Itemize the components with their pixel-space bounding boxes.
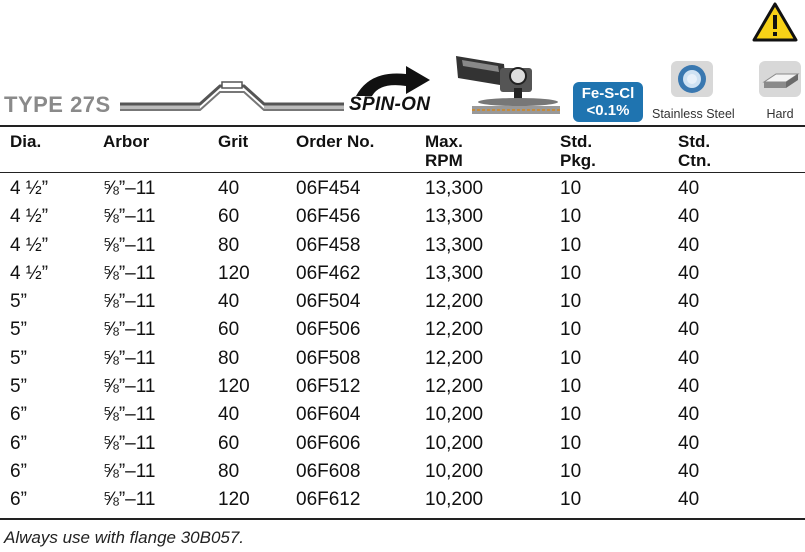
cell-dia: 6” [10,404,27,426]
cell-grit: 60 [218,319,240,341]
table-header-rule [0,172,805,173]
cell-grit: 60 [218,206,240,228]
table-row [0,374,805,402]
cell-pkg: 10 [560,178,582,199]
cell-ctn: 40 [678,347,700,369]
cell-pkg: 10 [560,234,582,256]
cell-arbor: ⅝”–11 [103,347,156,369]
warning-triangle-icon [752,2,798,42]
cell-arbor: ⅝”–11 [103,404,156,426]
cell-order: 06F506 [296,319,361,341]
cell-dia: 5” [10,376,27,398]
column-header-ctn: Std. Ctn. [678,132,712,170]
cell-ctn: 40 [678,404,700,426]
cell-dia: 6” [10,432,27,454]
cell-grit: 120 [218,489,250,511]
cell-pkg: 10 [560,404,582,426]
cell-rpm: 10,200 [425,489,484,511]
column-header-rpm: Max. RPM [425,132,463,170]
cell-order: 06F606 [296,432,361,454]
spin-on-label: SPIN-ON [349,94,431,115]
cell-dia: 6” [10,489,27,511]
cell-pkg: 10 [560,376,582,398]
cell-ctn: 40 [678,178,700,199]
type-label: TYPE 27S [4,92,111,117]
cell-rpm: 12,200 [425,347,484,369]
cell-rpm: 13,300 [425,262,484,284]
cell-rpm: 13,300 [425,178,484,199]
cell-pkg: 10 [560,489,582,511]
cell-rpm: 10,200 [425,460,484,482]
cell-pkg: 10 [560,206,582,228]
cell-rpm: 10,200 [425,432,484,454]
angle-grinder-icon [448,52,564,120]
cell-arbor: ⅝”–11 [103,432,156,454]
stainless-steel-material [652,60,735,121]
cell-order: 06F458 [296,234,361,256]
cell-ctn: 40 [678,234,700,256]
hard-material [752,60,805,121]
cell-rpm: 12,200 [425,291,484,313]
table-row [0,204,805,232]
cell-grit: 80 [218,460,240,482]
cell-pkg: 10 [560,460,582,482]
table-row [0,233,805,261]
column-header-arbor: Arbor [103,132,150,151]
fe-badge-line1: Fe-S-Cl [581,85,635,102]
cell-order: 06F612 [296,489,361,511]
stainless-steel-label: Stainless Steel [652,107,735,121]
cell-ctn: 40 [678,206,700,228]
cell-order: 06F508 [296,347,361,369]
cell-grit: 80 [218,234,240,256]
cell-order: 06F504 [296,291,361,313]
cell-dia: 5” [10,319,27,341]
cell-dia: 5” [10,291,27,313]
hard-label: Hard [766,107,794,121]
cell-order: 06F608 [296,460,361,482]
column-header-grit: Grit [218,132,249,151]
cell-arbor: ⅝”–11 [103,489,156,511]
spin-arrow-icon [350,64,434,98]
table-top-rule [0,125,805,127]
wheel-profile-icon [120,78,344,114]
cell-rpm: 13,300 [425,206,484,228]
cell-pkg: 10 [560,291,582,313]
cell-dia: 5” [10,347,27,369]
fe-badge-line2: <0.1% [586,102,630,119]
cell-ctn: 40 [678,376,700,398]
cell-arbor: ⅝”–11 [103,262,156,284]
table-row [0,346,805,374]
cell-ctn: 40 [678,319,700,341]
cell-ctn: 40 [678,432,700,454]
column-header-order: Order No. [296,132,375,151]
table-row [0,261,805,289]
cell-grit: 40 [218,178,240,199]
cell-rpm: 13,300 [425,234,484,256]
table-row [0,487,805,515]
cell-rpm: 12,200 [425,319,484,341]
column-header-dia: Dia. [10,132,42,151]
column-header-pkg: Std. Pkg. [560,132,596,170]
table-row [0,317,805,345]
cell-arbor: ⅝”–11 [103,234,156,256]
cell-arbor: ⅝”–11 [103,206,156,228]
cell-dia: 4 ½” [10,178,49,199]
cell-ctn: 40 [678,460,700,482]
cell-rpm: 12,200 [425,376,484,398]
cell-pkg: 10 [560,432,582,454]
cell-order: 06F462 [296,262,361,284]
cell-rpm: 10,200 [425,404,484,426]
table-row [0,402,805,430]
cell-grit: 40 [218,291,240,313]
cell-order: 06F604 [296,404,361,426]
table-body [0,176,805,516]
cell-arbor: ⅝”–11 [103,460,156,482]
cell-arbor: ⅝”–11 [103,178,156,199]
stainless-steel-icon [670,60,714,98]
hard-material-icon [758,60,802,98]
cell-grit: 40 [218,404,240,426]
cell-grit: 120 [218,376,250,398]
cell-dia: 4 ½” [10,262,49,284]
cell-ctn: 40 [678,489,700,511]
cell-grit: 60 [218,432,240,454]
cell-arbor: ⅝”–11 [103,376,156,398]
cell-order: 06F456 [296,206,361,228]
cell-grit: 120 [218,262,250,284]
table-row [0,289,805,317]
table-row [0,431,805,459]
cell-order: 06F454 [296,178,361,199]
cell-ctn: 40 [678,262,700,284]
cell-dia: 4 ½” [10,206,49,228]
cell-grit: 80 [218,347,240,369]
cell-dia: 4 ½” [10,234,49,256]
footer-note: Always use with flange 30B057. [4,528,245,547]
cell-pkg: 10 [560,319,582,341]
cell-dia: 6” [10,460,27,482]
table-row [0,176,805,204]
cell-order: 06F512 [296,376,361,398]
cell-pkg: 10 [560,347,582,369]
table-row [0,459,805,487]
cell-arbor: ⅝”–11 [103,319,156,341]
cell-pkg: 10 [560,262,582,284]
fe-s-cl-badge [573,82,643,122]
table-bottom-rule [0,518,805,520]
cell-arbor: ⅝”–11 [103,291,156,313]
cell-ctn: 40 [678,291,700,313]
